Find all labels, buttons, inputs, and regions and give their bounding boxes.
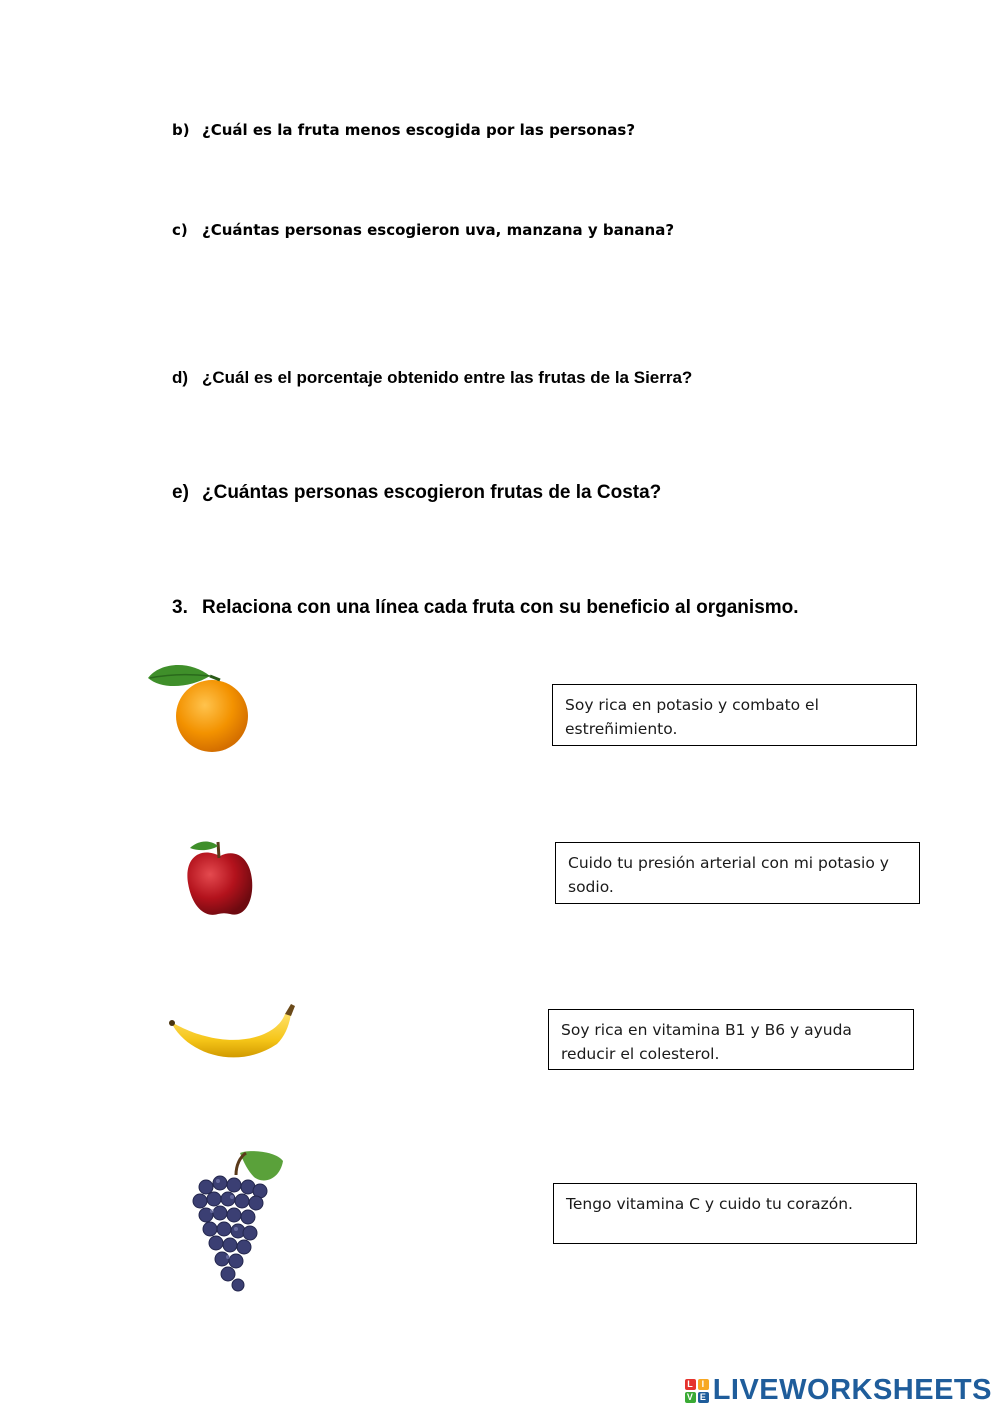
benefit-text-1: Soy rica en potasio y combato el estreñimiento.: [565, 696, 819, 738]
question-e-label: e): [172, 482, 189, 503]
brand-name: LIVEWORKSHEETS: [712, 1374, 992, 1406]
section-3-heading: [172, 597, 799, 619]
logo-icon: [685, 1379, 709, 1403]
section-3-title: Relaciona con una línea cada fruta con su beneficio al organismo.: [202, 597, 799, 618]
question-c: [172, 221, 674, 239]
benefit-text-3: Soy rica en vitamina B1 y B6 y ayuda reducir el colesterol.: [561, 1021, 852, 1063]
question-d-label: d): [172, 368, 189, 387]
orange-image[interactable]: [140, 658, 255, 763]
orange-icon: [140, 658, 255, 758]
question-b: [172, 121, 635, 139]
question-e-text: ¿Cuántas personas escogieron frutas de la Costa?: [202, 482, 662, 503]
liveworksheets-logo[interactable]: [685, 1374, 992, 1407]
benefit-box-4[interactable]: [553, 1183, 917, 1244]
question-b-label: b): [172, 121, 190, 139]
logo-letter-l: L: [685, 1379, 696, 1390]
question-c-label: c): [172, 221, 188, 239]
apple-icon: [160, 828, 280, 943]
question-c-text: ¿Cuántas personas escogieron uva, manzana y banana?: [202, 221, 675, 239]
section-3-number: 3.: [172, 597, 188, 618]
apple-image[interactable]: [160, 828, 280, 948]
benefit-box-3[interactable]: [548, 1009, 914, 1070]
benefit-box-1[interactable]: [552, 684, 917, 746]
grapes-icon: [188, 1145, 288, 1295]
question-b-text: ¿Cuál es la fruta menos escogida por las personas?: [202, 121, 636, 139]
banana-icon: [165, 1000, 300, 1075]
logo-letter-i: I: [698, 1379, 709, 1390]
benefit-text-2: Cuido tu presión arterial con mi potasio y sodio.: [568, 854, 889, 896]
banana-image[interactable]: [165, 1000, 300, 1080]
question-e: [172, 482, 661, 504]
question-d-text: ¿Cuál es el porcentaje obtenido entre las frutas de la Sierra?: [202, 368, 693, 387]
logo-letter-e: E: [698, 1392, 709, 1403]
logo-letter-v: V: [685, 1392, 696, 1403]
benefit-box-2[interactable]: [555, 842, 920, 904]
benefit-text-4: Tengo vitamina C y cuido tu corazón.: [566, 1195, 853, 1213]
grapes-image[interactable]: [188, 1145, 288, 1300]
question-d: [172, 368, 692, 388]
